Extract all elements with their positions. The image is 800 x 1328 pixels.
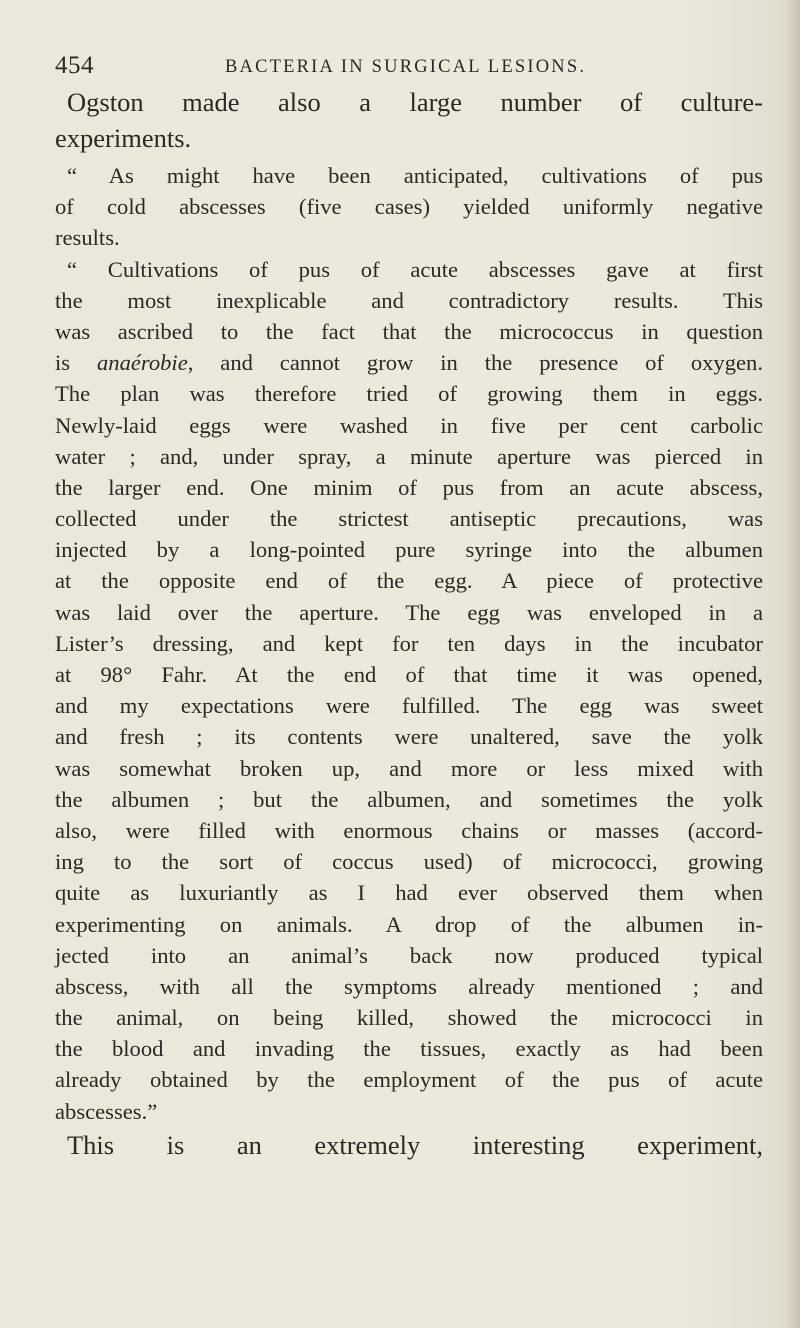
text-line: at 98° Fahr. At the end of that time it was opened,	[55, 662, 763, 687]
text-line: “ As might have been anticipated, cultivations of pus	[67, 163, 763, 188]
text-line: the blood and invading the tissues, exactly as had been	[55, 1036, 763, 1062]
text-line: at the opposite end of the egg. A piece of protective	[55, 568, 763, 594]
text-line: and my expectations were fulfilled. The egg was sweet	[55, 693, 763, 719]
page-number: 454	[55, 52, 94, 79]
text-line: results.	[55, 225, 120, 251]
text-line: abscesses.”	[55, 1098, 158, 1124]
text-line: collected under the strictest antiseptic precautions, was	[55, 506, 763, 532]
text-line: the larger end. One minim of pus from an acute abscess,	[55, 474, 763, 500]
text-line: and fresh ; its contents were unaltered, save the yolk	[55, 724, 763, 750]
text-line: also, were filled with enormous chains or masses (accord-	[55, 817, 763, 843]
text-line: the animal, on being killed, showed the micrococci in	[55, 1005, 763, 1031]
text-line: injected by a long-pointed pure syringe into the albumen	[55, 537, 763, 563]
text-line: experiments.	[55, 123, 192, 153]
text-line: was laid over the aperture. The egg was enveloped in a	[55, 599, 763, 625]
body-text	[55, 84, 763, 1163]
text-line: of cold abscesses (five cases) yielded uniformly negative	[55, 194, 763, 220]
text-line: was ascribed to the fact that the micrococcus in question	[55, 318, 763, 344]
italic-word: anaérobie	[96, 350, 188, 376]
text-line: jected into an animal’s back now produced typical	[55, 942, 763, 968]
text-line: the albumen ; but the albumen, and sometimes the yolk	[55, 786, 763, 812]
page-header	[55, 52, 745, 86]
text-line: already obtained by the employment of the pus of acute	[55, 1067, 763, 1093]
text-line: ing to the sort of coccus used) of micrococci, growing	[55, 849, 763, 875]
text-line: “ Cultivations of pus of acute abscesses gave at first	[67, 256, 763, 282]
text-line: the most inexplicable and contradictory results. This	[55, 287, 763, 313]
text-line: is anaérobie, and cannot grow in the presence of oxygen.	[55, 350, 763, 376]
text-line: abscess, with all the symptoms already mentioned ; and	[55, 973, 763, 999]
page-edge-shadow	[786, 0, 800, 1328]
text-line: quite as luxuriantly as I had ever observed them when	[55, 880, 763, 906]
text-line: water ; and, under spray, a minute aperture was pierced in	[55, 443, 763, 469]
text-line: Lister’s dressing, and kept for ten days in the incubator	[55, 630, 763, 656]
text-line: was somewhat broken up, and more or less mixed with	[55, 755, 763, 781]
text-line: Ogston made also a large number of culture-	[67, 87, 763, 117]
running-head: BACTERIA IN SURGICAL LESIONS.	[225, 57, 587, 77]
text-line: Newly-laid eggs were washed in five per cent carbolic	[55, 412, 763, 438]
text-line: This is an extremely interesting experiment,	[67, 1129, 763, 1160]
text-line: The plan was therefore tried of growing them in eggs.	[55, 381, 763, 407]
text-line: experimenting on animals. A drop of the albumen in-	[55, 911, 763, 937]
